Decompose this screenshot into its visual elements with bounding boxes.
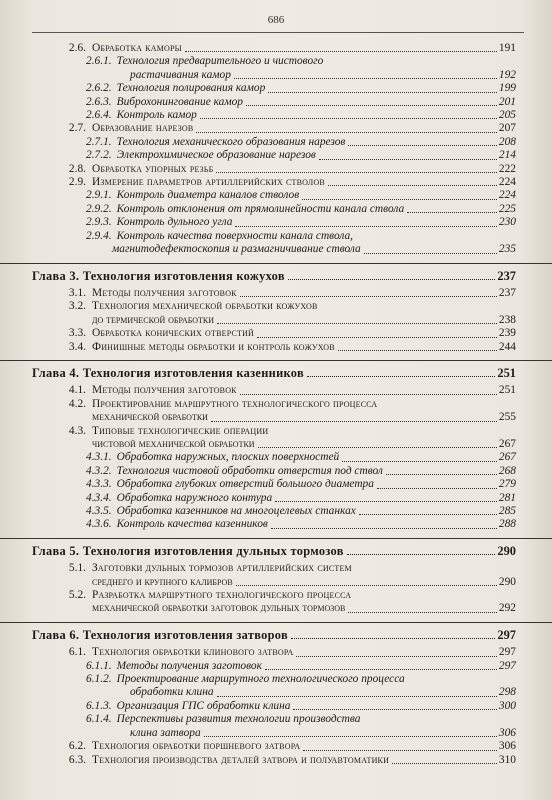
toc-entry-page: 237: [498, 286, 516, 299]
toc-entry-page: 238: [498, 313, 516, 326]
toc-entry-number: 3.1.: [68, 286, 86, 299]
toc-entry-number: 6.1.: [68, 646, 86, 659]
toc-entry-title: Глава 5. Технология изготовления дульных тормозов: [32, 543, 344, 558]
toc-entry-title: Проектирование маршрутного технологического процесса: [116, 673, 405, 686]
dot-leader: [328, 185, 497, 186]
dot-leader: [185, 51, 497, 52]
toc-entry-number: 3.4.: [68, 340, 86, 353]
toc-entry: [0, 122, 552, 135]
toc-entry-page: 281: [498, 491, 516, 504]
toc-entry-title: механической обработки: [92, 411, 208, 424]
toc-entry-title: Типовые технологические операции: [92, 424, 269, 437]
dot-leader: [296, 656, 496, 657]
toc-entry-title: Проектирование маршрутного технологического процесса: [92, 397, 378, 410]
toc-entry: [0, 576, 552, 589]
toc-entry-title: клина затвора: [130, 726, 201, 739]
toc-entry-page: 214: [498, 149, 516, 162]
toc-entry-number: 2.6.: [68, 42, 86, 54]
toc-entry-page: 224: [498, 176, 516, 189]
toc-entry-number: 3.3.: [68, 327, 86, 340]
toc-entry-page: 310: [498, 753, 516, 766]
toc-entry-page: 244: [498, 340, 516, 353]
toc-entry-title: Глава 4. Технология изготовления казенников: [32, 365, 304, 380]
toc-entry-number: 6.3.: [68, 753, 86, 766]
toc-entry-page: 224: [498, 189, 516, 202]
toc-entry: [0, 700, 552, 713]
toc-entry-page: 285: [498, 505, 516, 517]
toc-entry-number: 4.1.: [68, 384, 86, 397]
toc-entry-title: Технология механической обработки кожухов: [92, 300, 318, 313]
toc-entry: [0, 341, 552, 354]
toc-chapter-entry: [0, 622, 552, 646]
dot-leader: [291, 638, 495, 639]
dot-leader: [348, 145, 497, 146]
toc-entry: [0, 109, 552, 122]
toc-entry-number: 6.1.1.: [86, 659, 112, 672]
toc-entry-page: 201: [498, 95, 516, 108]
toc-entry: [0, 96, 552, 109]
dot-leader: [319, 159, 497, 160]
toc-entry-title: Контроль качества поверхности канала ствола,: [116, 229, 354, 242]
toc-entry-title: Финишные методы обработки и контроль кожухов: [92, 340, 335, 353]
toc-entry-page: 251: [498, 384, 516, 397]
toc-entry-number: 5.1.: [68, 562, 86, 575]
toc-entry-number: 2.9.1.: [86, 189, 112, 202]
dot-leader: [234, 78, 497, 79]
dot-leader: [347, 554, 496, 555]
toc-entry-title: Контроль дульного угла: [116, 216, 233, 229]
toc-entry-title: Технология чистовой обработки отверстия под ствол: [116, 464, 383, 477]
toc-entry-title: Обработка глубоких отверстий большого диаметра: [116, 478, 374, 491]
toc-entry-number: 6.1.3.: [86, 699, 112, 712]
toc-entry-title: Организация ГПС обработки клина: [116, 699, 291, 712]
toc-entry-page: 290: [498, 575, 516, 588]
dot-leader: [302, 199, 497, 200]
toc-entry-page: 288: [498, 518, 516, 531]
toc-entry-number: 4.3.5.: [86, 505, 112, 517]
toc-entry-page: 230: [498, 216, 516, 229]
toc-entry: [0, 660, 552, 673]
dot-leader: [235, 226, 496, 227]
toc-entry: [0, 646, 552, 659]
toc-entry-title: Методы получения заготовок: [92, 286, 237, 299]
toc-entry-title: Методы получения заготовок: [92, 384, 237, 397]
toc-entry: [0, 384, 552, 397]
dot-leader: [204, 736, 497, 737]
toc-entry: [0, 492, 552, 505]
toc-entry: [0, 82, 552, 95]
toc-entry-title: Обработка упорных резьб: [92, 162, 214, 175]
dot-leader: [217, 323, 497, 324]
dot-leader: [293, 709, 496, 710]
toc-entry-number: 6.2.: [68, 740, 86, 753]
toc-chapter-entry: [0, 360, 552, 384]
dot-leader: [236, 585, 497, 586]
toc-entry-title: Образование нарезов: [92, 122, 194, 135]
toc-entry-title: Обработка конических отверстий: [92, 327, 255, 340]
toc-entry-page: 306: [498, 740, 516, 753]
toc-entry-page: 267: [498, 437, 516, 450]
toc-entry-title: Глава 6. Технология изготовления затворов: [32, 627, 288, 642]
dot-leader: [211, 421, 497, 422]
toc-entry-page: 300: [498, 699, 516, 712]
toc-entry-title: Обработка казенников на многоцелевых станках: [116, 505, 356, 517]
dot-leader: [271, 528, 497, 529]
toc-entry: [0, 189, 552, 202]
toc-entry: [0, 230, 552, 243]
toc-entry-page: 191: [498, 42, 516, 54]
toc-entry-title: магнитодефектоскопия и размагничивание ствола: [112, 243, 361, 256]
toc-entry: [0, 42, 552, 55]
toc-entry-title: Технология обработки клинового затвора: [92, 646, 294, 659]
toc-entry: [0, 465, 552, 478]
toc-entry-number: 5.2.: [68, 589, 86, 602]
toc-entry: [0, 300, 552, 313]
toc-entry: [0, 55, 552, 68]
dot-leader: [275, 501, 497, 502]
toc-entry-number: 4.3.4.: [86, 491, 112, 504]
dot-leader: [288, 279, 496, 280]
toc-entry-number: 3.2.: [68, 300, 86, 313]
dot-leader: [348, 612, 497, 613]
toc-entry-title: до термической обработки: [92, 313, 215, 326]
toc-entry: [0, 451, 552, 464]
toc-entry: [0, 425, 552, 438]
toc-entry-page: 290: [497, 543, 516, 558]
toc-entry-title: Обработка наружного контура: [116, 491, 273, 504]
dot-leader: [265, 669, 497, 670]
toc-entry-page: 251: [497, 365, 516, 380]
toc-entry: [0, 136, 552, 149]
dot-leader: [196, 132, 496, 133]
toc-entry-number: 2.7.: [68, 122, 86, 135]
toc-entry-page: 292: [498, 602, 516, 615]
toc-entry-number: 4.3.3.: [86, 478, 112, 491]
toc-entry-title: Технология предварительного и чистового: [116, 55, 324, 68]
toc-entry: [0, 69, 552, 82]
toc-entry-page: 225: [498, 202, 516, 215]
toc-entry: [0, 673, 552, 686]
toc-entry-title: Технология обработки поршневого затвора: [92, 740, 301, 753]
toc-entry: [0, 398, 552, 411]
toc-entry-number: 2.7.2.: [86, 149, 112, 162]
toc-entry: [0, 216, 552, 229]
toc-entry-number: 6.1.2.: [86, 673, 112, 686]
toc-entry-title: Контроль диаметра каналов стволов: [116, 189, 300, 202]
dot-leader: [407, 212, 497, 213]
dot-leader: [392, 763, 497, 764]
page-number: 686: [267, 14, 285, 26]
dot-leader: [268, 92, 497, 93]
toc-entry-title: Перспективы развития технологии производства: [116, 713, 361, 726]
toc-entry: [0, 478, 552, 491]
toc-entry-title: Контроль отклонения от прямолинейности канала ствола: [116, 202, 405, 215]
toc-entry-page: 255: [498, 411, 516, 424]
toc-entry-title: Контроль камор: [116, 109, 197, 122]
dot-leader: [240, 296, 497, 297]
dot-leader: [359, 514, 497, 515]
toc-entry-page: 235: [498, 243, 516, 256]
toc-entry-page: 237: [497, 268, 516, 283]
toc-entry-page: 297: [498, 646, 516, 659]
table-of-contents: [0, 42, 552, 767]
toc-entry: [0, 602, 552, 615]
toc-entry-page: 222: [498, 162, 516, 175]
toc-entry-title: Технология полирования камор: [116, 82, 266, 95]
toc-entry-page: 239: [498, 327, 516, 340]
toc-entry: [0, 713, 552, 726]
dot-leader: [307, 376, 495, 377]
toc-entry-number: 2.9.4.: [86, 229, 112, 242]
toc-entry: [0, 327, 552, 340]
toc-entry: [0, 163, 552, 176]
toc-entry-page: 268: [498, 464, 516, 477]
dot-leader: [303, 750, 497, 751]
dot-leader: [240, 394, 497, 395]
toc-entry: [0, 176, 552, 189]
toc-entry-page: 199: [498, 82, 516, 95]
toc-entry: [0, 203, 552, 216]
toc-chapter-entry: [0, 263, 552, 287]
toc-entry-title: среднего и крупного калибров: [92, 575, 233, 588]
toc-entry: [0, 518, 552, 531]
toc-entry-page: 298: [498, 686, 516, 699]
toc-entry-title: Электрохимическое образование нарезов: [116, 149, 316, 162]
toc-entry: [0, 562, 552, 575]
toc-entry-page: 192: [498, 68, 516, 81]
toc-entry: [0, 505, 552, 518]
dot-leader: [377, 488, 497, 489]
toc-entry-number: 4.3.: [68, 424, 86, 437]
toc-entry: [0, 314, 552, 327]
toc-entry-number: 4.3.1.: [86, 451, 112, 464]
toc-entry-number: 2.6.3.: [86, 95, 112, 108]
dot-leader: [338, 350, 497, 351]
toc-entry-title: Технология механического образования нарезов: [116, 135, 346, 148]
toc-entry-title: Измерение параметров артиллерийских стволов: [92, 176, 325, 189]
toc-entry-page: 306: [498, 726, 516, 739]
dot-leader: [216, 172, 496, 173]
dot-leader: [342, 461, 497, 462]
toc-entry-number: 2.7.1.: [86, 135, 112, 148]
toc-entry-title: обработки клина: [130, 686, 214, 699]
dot-leader: [258, 447, 497, 448]
toc-entry-number: 2.9.2.: [86, 202, 112, 215]
toc-entry-page: 205: [498, 109, 516, 122]
toc-entry: [0, 149, 552, 162]
toc-entry-page: 297: [497, 627, 516, 642]
dot-leader: [217, 696, 497, 697]
toc-entry-title: растачивания камор: [130, 68, 231, 81]
toc-entry-title: Обработка каморы: [92, 42, 182, 54]
dot-leader: [200, 118, 497, 119]
toc-entry-number: 4.3.6.: [86, 518, 112, 531]
toc-entry: [0, 686, 552, 699]
toc-entry-page: 267: [498, 451, 516, 464]
toc-entry-title: Глава 3. Технология изготовления кожухов: [32, 268, 285, 283]
toc-entry: [0, 243, 552, 256]
dot-leader: [364, 253, 497, 254]
toc-entry: [0, 740, 552, 753]
toc-entry-number: 6.1.4.: [86, 713, 112, 726]
toc-entry: [0, 411, 552, 424]
dot-leader: [386, 474, 497, 475]
toc-entry-title: чистовой механической обработки: [92, 437, 255, 450]
toc-entry-number: 4.3.2.: [86, 464, 112, 477]
toc-entry: [0, 589, 552, 602]
toc-entry-number: 2.9.: [68, 176, 86, 189]
toc-entry-title: Методы получения заготовок: [116, 659, 262, 672]
toc-entry-page: 207: [498, 122, 516, 135]
toc-entry-title: Обработка наружных, плоских поверхностей: [116, 451, 340, 464]
toc-entry: [0, 438, 552, 451]
dot-leader: [246, 105, 497, 106]
dot-leader: [257, 337, 497, 338]
toc-entry: [0, 287, 552, 300]
toc-entry-title: Технология производства деталей затвора и полуавтоматики: [92, 753, 390, 766]
toc-entry-page: 208: [498, 135, 516, 148]
toc-entry: [0, 754, 552, 767]
toc-entry-title: механической обработки заготовок дульных тормозов: [92, 602, 346, 615]
toc-entry: [0, 727, 552, 740]
toc-entry-page: 297: [498, 659, 516, 672]
toc-entry-title: Заготовки дульных тормозов артиллерийских систем: [92, 562, 352, 575]
toc-entry-number: 2.6.4.: [86, 109, 112, 122]
header-rule: [32, 32, 524, 33]
toc-entry-number: 2.8.: [68, 162, 86, 175]
toc-entry-number: 2.6.2.: [86, 82, 112, 95]
toc-entry-page: 279: [498, 478, 516, 491]
toc-entry-number: 2.6.1.: [86, 55, 112, 68]
toc-entry-number: 2.9.3.: [86, 216, 112, 229]
toc-entry-number: 4.2.: [68, 397, 86, 410]
toc-entry-title: Виброхонингование камор: [116, 95, 243, 108]
toc-chapter-entry: [0, 538, 552, 562]
toc-entry-title: Контроль качества казенников: [116, 518, 268, 531]
toc-entry-title: Разработка маршрутного технологического процесса: [92, 589, 352, 602]
